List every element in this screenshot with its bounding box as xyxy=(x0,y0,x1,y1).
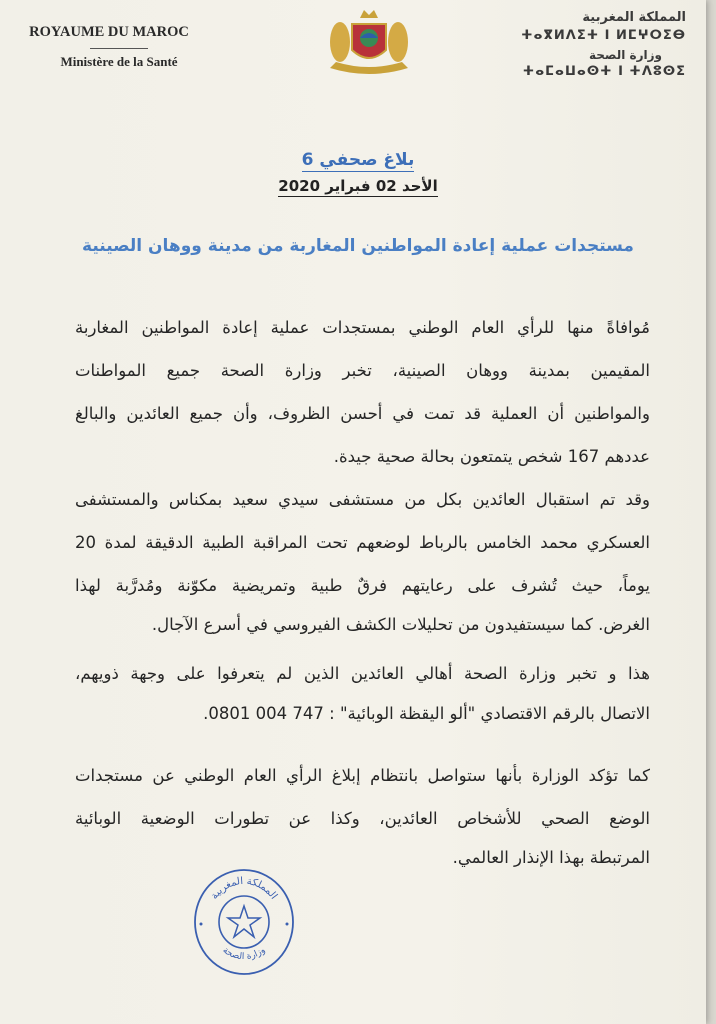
press-release-label: بلاغ صحفي 6 xyxy=(301,150,415,170)
press-release-title: مستجدات عملية إعادة المواطنين المغاربة من مدينة ووهان الصينية xyxy=(82,236,634,256)
body-line: المقيمين بمدينة ووهان الصينية، تخبر وزارة الصحة جميع المواطنات xyxy=(75,361,650,380)
body-line: والمواطنين أن العملية قد تمت في أحسن الظروف، وأن جميع العائدين والبالغ xyxy=(75,404,650,423)
body-line: المرتبطة بهذا الإنذار العالمي. xyxy=(452,848,650,867)
body-line: وقد تم استقبال العائدين بكل من مستشفى سيدي سعيد بمكناس والمستشفى xyxy=(75,490,650,509)
body-line: هذا و تخبر وزارة الصحة أهالي العائدين الذين لم يتعرفوا على وجهة ذويهم، xyxy=(75,664,650,683)
svg-text:المملكة المغربية: المملكة المغربية xyxy=(209,875,280,902)
body-line: العسكري محمد الخامس بالرباط لوضعهم تحت المراقبة الطبية الدقيقة لمدة 20 xyxy=(75,533,650,552)
body-line: كما تؤكد الوزارة بأنها ستواصل بانتظام إبلاغ الرأي العام الوطني عن مستجدات xyxy=(75,766,650,785)
body-line: الغرض. كما سيستفيدون من تحليلات الكشف الفيروسي في أسرع الآجال. xyxy=(151,615,650,634)
svg-text:وزارة الصحة: وزارة الصحة xyxy=(220,945,268,963)
ministry-name-fr: Ministère de la Santé xyxy=(60,54,178,69)
body-line: يوماً، حيث تُشرف على رعايتهم فرقٌ طبية وتمريضية مكوّنة ومُدرَّبة لهذا xyxy=(75,576,650,595)
body-line: الوضع الصحي للأشخاص العائدين، وكذا عن تطورات الوضعية الوبائية xyxy=(75,809,650,828)
divider xyxy=(90,48,148,49)
official-stamp xyxy=(192,866,296,976)
ministry-name-ar: وزارة الصحة xyxy=(588,48,662,62)
coat-of-arms-icon xyxy=(322,6,416,76)
body-line: عددهم 167 شخص يتمتعون بحالة صحية جيدة. xyxy=(333,447,650,466)
body-line: مُوافاةً منها للرأي العام الوطني بمستجدات عملية إعادة المواطنين المغاربة xyxy=(75,318,650,337)
country-name-fr: ROYAUME DU MAROC xyxy=(29,24,189,40)
press-release-date: الأحد 02 فبراير 2020 xyxy=(278,177,438,195)
ministry-name-tifinagh: ⵜⴰⵎⴰⵡⴰⵙⵜ ⵏ ⵜⴷⵓⵙⵉ xyxy=(522,64,686,79)
hotline-line: الاتصال بالرقم الاقتصادي "ألو اليقظة الوبائية" : 747 004 0801. xyxy=(203,704,650,723)
country-name-ar: المملكة المغربية xyxy=(582,10,686,25)
country-name-tifinagh: ⵜⴰⴳⵍⴷⵉⵜ ⵏ ⵍⵎⵖⵔⵉⴱ xyxy=(521,28,686,43)
